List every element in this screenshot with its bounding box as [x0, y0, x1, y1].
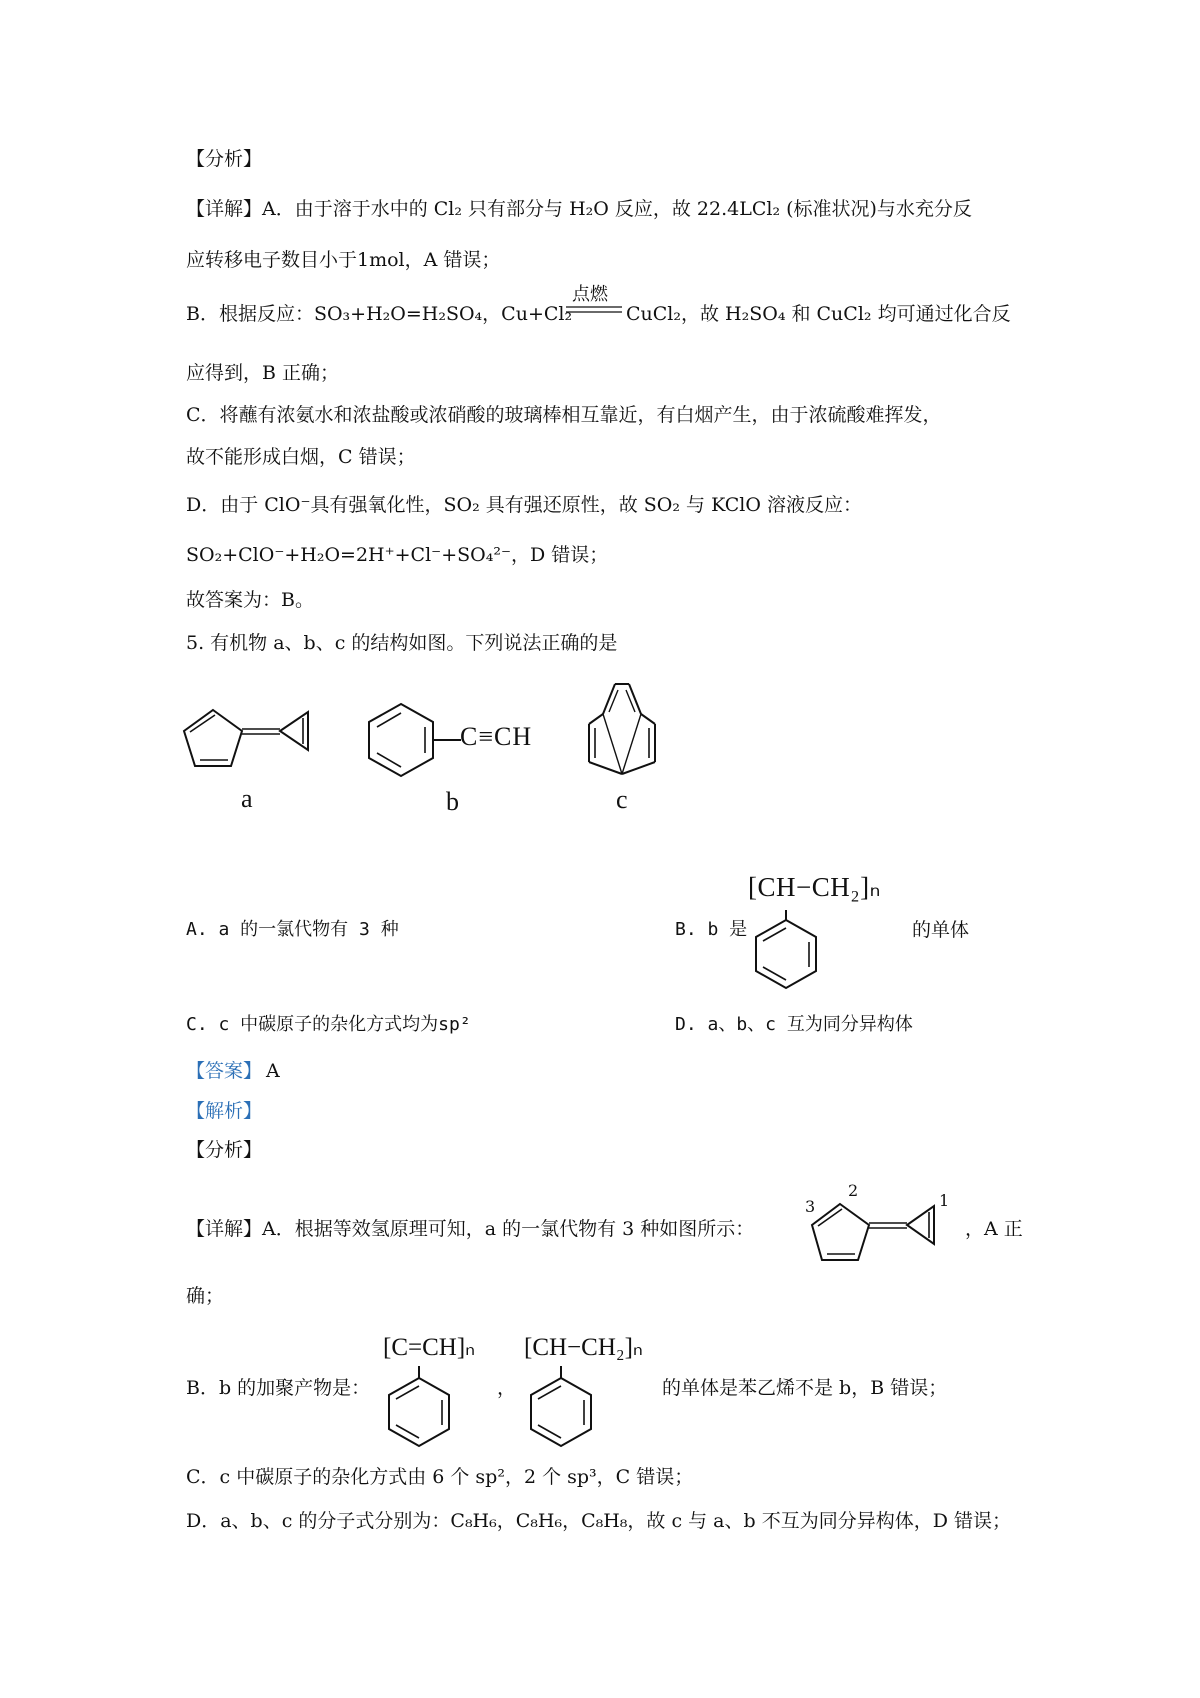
analysis-tag: 【解析】	[186, 1100, 263, 1122]
structure-a	[180, 700, 330, 780]
detail-d-equation: SO₂+ClO⁻+H₂O=2H⁺+Cl⁻+SO₄²⁻，D 错误；	[186, 544, 609, 566]
addition-product-2-chain: [CH−CH₂]ₙ	[524, 1334, 643, 1361]
detail-c-line-1: C．将蘸有浓氨水和浓盐酸或浓硝酸的玻璃棒相互靠近，有白烟产生，由于浓硫酸难挥发，	[186, 404, 942, 426]
detail-b-line-2: 应得到，B 正确；	[186, 362, 340, 384]
option-a: A. a 的一氯代物有 3 种	[186, 919, 399, 940]
position-label-1: 1	[939, 1191, 950, 1210]
reaction-condition: 点燃	[572, 284, 608, 305]
reaction-equals-sign	[566, 306, 622, 314]
structure-b-alkyne: C≡CH	[460, 722, 533, 751]
analysis-heading: 【分析】	[186, 148, 263, 170]
label-a: a	[241, 784, 253, 813]
option-b-polymer-benzene	[752, 910, 822, 990]
answer-value: A	[266, 1060, 280, 1082]
addition-product-2-benzene	[527, 1366, 597, 1450]
label-c: c	[616, 785, 628, 814]
detail-a-line-1: 【详解】A．由于溶于水中的 Cl₂ 只有部分与 H₂O 反应，故 22.4LCl₂ (标准状况)与水充分反	[186, 198, 972, 220]
q5-detail-d: D．a、b、c 的分子式分别为：C₈H₆，C₈H₆，C₈H₈，故 c 与 a、b 不互为同分异构体，D 错误；	[186, 1510, 1011, 1532]
analysis-heading-2: 【分析】	[186, 1139, 263, 1161]
label-b: b	[446, 787, 459, 816]
q4-answer-line: 故答案为：B。	[186, 589, 314, 611]
q5-detail-b-prefix: B．b 的加聚产物是：	[186, 1377, 371, 1399]
detail-b-line-1a: B．根据反应：SO₃+H₂O=H₂SO₄，Cu+Cl₂	[186, 303, 573, 325]
q5-detail-a-line-2: 确；	[186, 1285, 225, 1307]
detail-b-line-1b: CuCl₂，故 H₂SO₄ 和 CuCl₂ 均可通过化合反	[626, 303, 1011, 325]
q5-detail-a-line-1: 【详解】A．根据等效氢原理可知，a 的一氯代物有 3 种如图所示：	[186, 1218, 755, 1240]
detail-a-line-2: 应转移电子数目小于1mol，A 错误；	[186, 249, 501, 271]
q5-detail-b-suffix: 的单体是苯乙烯不是 b，B 错误；	[662, 1377, 948, 1399]
addition-product-1-benzene	[385, 1366, 455, 1450]
q5-detail-c: C．c 中碳原子的杂化方式由 6 个 sp²，2 个 sp³，C 错误；	[186, 1466, 694, 1488]
q5-detail-a-tail: ，A 正	[965, 1218, 1023, 1240]
detail-c-line-2: 故不能形成白烟，C 错误；	[186, 446, 416, 468]
question-5-stem: 5. 有机物 a、b、c 的结构如图。下列说法正确的是	[186, 632, 618, 654]
answer-tag: 【答案】	[186, 1060, 263, 1082]
position-label-3: 3	[805, 1197, 816, 1216]
option-b-polymer-chain: [CH−CH₂]ₙ	[748, 872, 881, 902]
structure-c	[585, 680, 665, 780]
detail-d-line-1: D．由于 ClO⁻具有强氧化性，SO₂ 具有强还原性，故 SO₂ 与 KClO 溶液反应：	[186, 494, 862, 516]
position-label-2: 2	[848, 1181, 859, 1200]
option-c: C. c 中碳原子的杂化方式均为sp²	[186, 1014, 471, 1035]
comma-separator: ，	[497, 1377, 517, 1399]
addition-product-1-chain: [C=CH]ₙ	[383, 1334, 476, 1361]
option-b-prefix: B. b 是	[675, 919, 748, 940]
option-b-suffix: 的单体	[912, 919, 970, 941]
option-d: D. a、b、c 互为同分异构体	[675, 1014, 913, 1035]
structure-b-benzene	[365, 700, 475, 790]
